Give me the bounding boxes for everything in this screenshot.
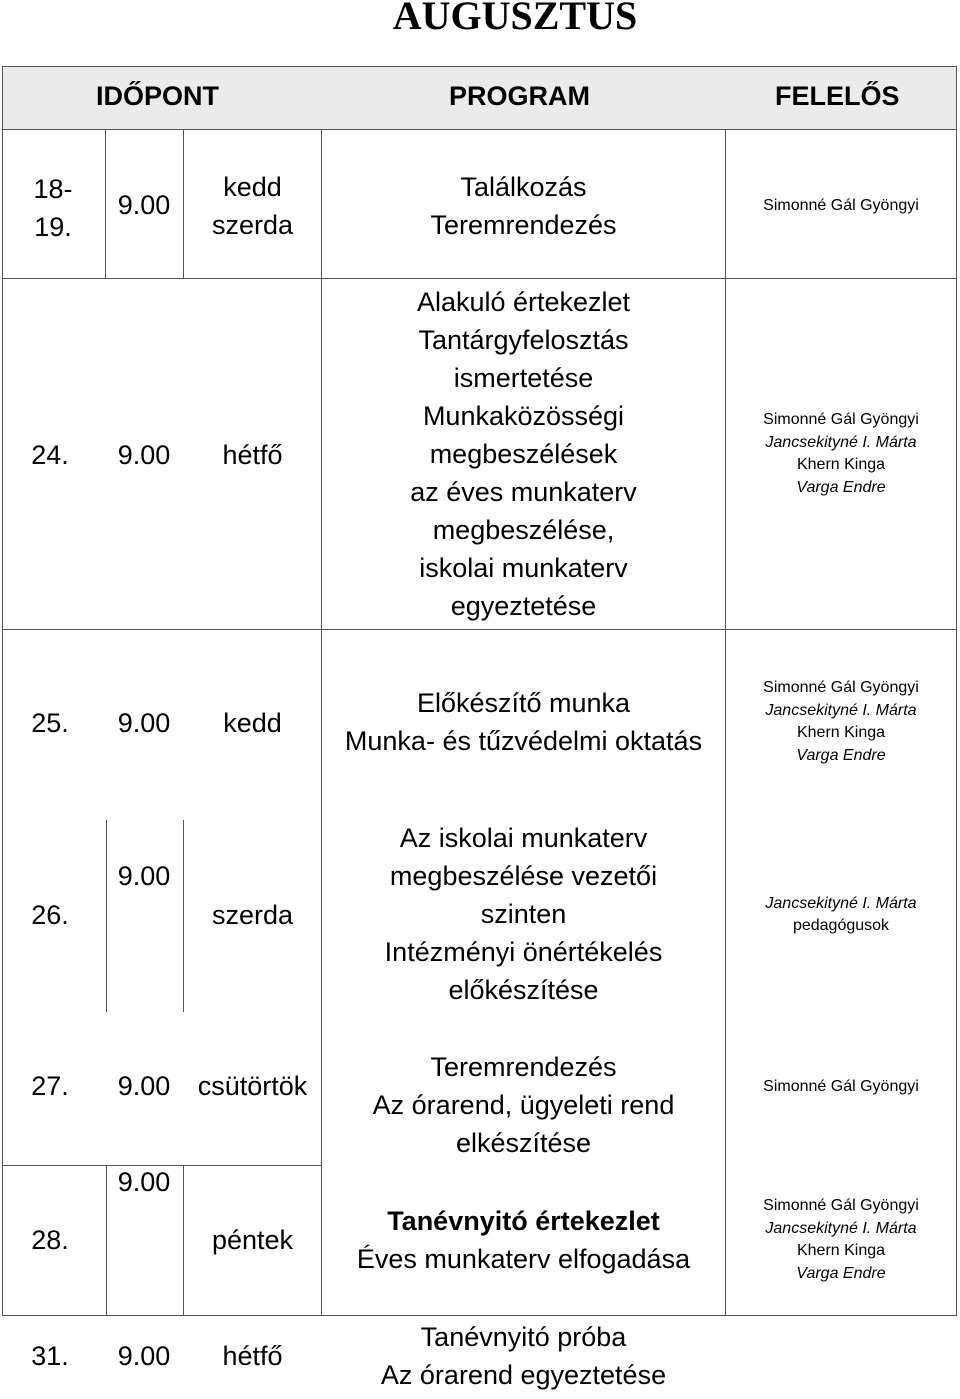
responsible-name: Simonné Gál Gyöngyi: [763, 1077, 919, 1095]
row-responsible: [726, 1194, 956, 1286]
program-line: Teremrendezés: [430, 210, 617, 240]
header-time: IDŐPONT: [96, 81, 220, 111]
program-line: Találkozás: [460, 172, 587, 202]
responsible-name: Jancsekityné I. Márta: [765, 701, 917, 719]
row-date: 31.: [31, 1341, 69, 1371]
program-line: előkészítése: [448, 975, 599, 1005]
responsible-name: Simonné Gál Gyöngyi: [763, 196, 919, 214]
program-line: Tanévnyitó próba: [420, 1322, 627, 1352]
row-time: 9.00: [117, 1341, 171, 1371]
grid-line: [106, 820, 107, 1012]
row-date: 26.: [31, 900, 69, 930]
responsible-name: Khern Kinga: [796, 1242, 886, 1259]
row-program: [322, 1048, 725, 1162]
program-line: elkészítése: [455, 1128, 592, 1158]
row-day: kedd: [223, 708, 282, 738]
grid-line: [2, 1315, 957, 1316]
row-date: 28.: [31, 1225, 69, 1255]
row-day: szerda: [211, 900, 294, 930]
program-line: ismertetése: [453, 363, 594, 393]
program-line: Az órarend egyeztetése: [380, 1360, 667, 1390]
program-line: megbeszélések: [429, 439, 618, 469]
program-line: az éves munkaterv: [410, 477, 637, 507]
row-responsible: [726, 408, 956, 500]
responsible-name: Khern Kinga: [796, 456, 886, 473]
program-line: Munkaközösségi: [422, 401, 625, 431]
table-border-right: [956, 130, 957, 1315]
program-line: Intézményi önértékelés: [384, 937, 663, 967]
row-program: [322, 683, 725, 761]
row-responsible: [726, 1071, 956, 1103]
header-program: PROGRAM: [449, 81, 590, 111]
row-program: [322, 1201, 725, 1279]
row-time: 9.00: [117, 1071, 171, 1101]
responsible-name: Khern Kinga: [796, 724, 886, 741]
row-responsible: [726, 892, 956, 938]
program-line: megbeszélése vezetői: [389, 861, 658, 891]
grid-line: [2, 278, 957, 279]
program-line: Munka- és tűzvédelmi oktatás: [344, 726, 703, 756]
row-responsible: [726, 190, 956, 222]
responsible-name: Varga Endre: [796, 746, 886, 764]
program-line: Tanévnyitó értekezlet: [387, 1206, 660, 1236]
row-program: [322, 1317, 725, 1395]
responsible-name: Simonné Gál Gyöngyi: [763, 411, 919, 428]
row-day: hétfő: [222, 440, 283, 470]
table-header: [2, 66, 957, 130]
header-responsible: FELELŐS: [775, 81, 900, 111]
row-program: [322, 818, 725, 1010]
program-line: szinten: [480, 899, 567, 929]
row-date: 18- 19.: [33, 174, 73, 242]
responsible-name: Simonné Gál Gyöngyi: [763, 1197, 919, 1214]
row-program: [322, 282, 725, 626]
program-line: Az iskolai munkaterv: [399, 823, 648, 853]
program-line: Éves munkaterv elfogadása: [356, 1244, 691, 1274]
responsible-name: Jancsekityné I. Márta: [765, 433, 917, 451]
program-line: megbeszélése,: [432, 515, 615, 545]
table-border-left: [2, 130, 3, 1315]
row-day: péntek: [211, 1225, 294, 1255]
responsible-name: Jancsekityné I. Márta: [765, 1219, 917, 1237]
row-time: 9.00: [117, 861, 171, 891]
program-line: Az órarend, ügyeleti rend: [372, 1090, 675, 1120]
responsible-name: Simonné Gál Gyöngyi: [763, 679, 919, 696]
responsible-name: Jancsekityné I. Márta: [765, 894, 917, 912]
row-time: 9.00: [117, 708, 171, 738]
grid-line: [2, 629, 957, 630]
responsible-name: pedagógusok: [792, 917, 890, 934]
responsible-name: Varga Endre: [796, 478, 886, 496]
program-line: Tantárgyfelosztás: [418, 325, 629, 355]
program-line: Teremrendezés: [430, 1052, 617, 1082]
row-time: 9.00: [117, 190, 171, 220]
row-responsible: [726, 676, 956, 768]
row-program: [322, 166, 725, 246]
program-line: Előkészítő munka: [416, 688, 631, 718]
row-date: 25.: [31, 708, 69, 738]
row-date: 27.: [31, 1071, 69, 1101]
row-date: 24.: [31, 440, 69, 470]
responsible-name: Varga Endre: [796, 1264, 886, 1282]
page-title: AUGUSZTUS: [392, 0, 638, 38]
program-line: Alakuló értekezlet: [416, 287, 631, 317]
row-day: csütörtök: [197, 1071, 308, 1101]
program-line: iskolai munkaterv: [419, 553, 628, 583]
program-line: egyeztetése: [450, 591, 597, 621]
row-day: kedd szerda: [211, 172, 294, 240]
row-day: hétfő: [222, 1341, 283, 1371]
row-time: 9.00: [117, 440, 171, 470]
row-time: 9.00: [117, 1167, 171, 1197]
